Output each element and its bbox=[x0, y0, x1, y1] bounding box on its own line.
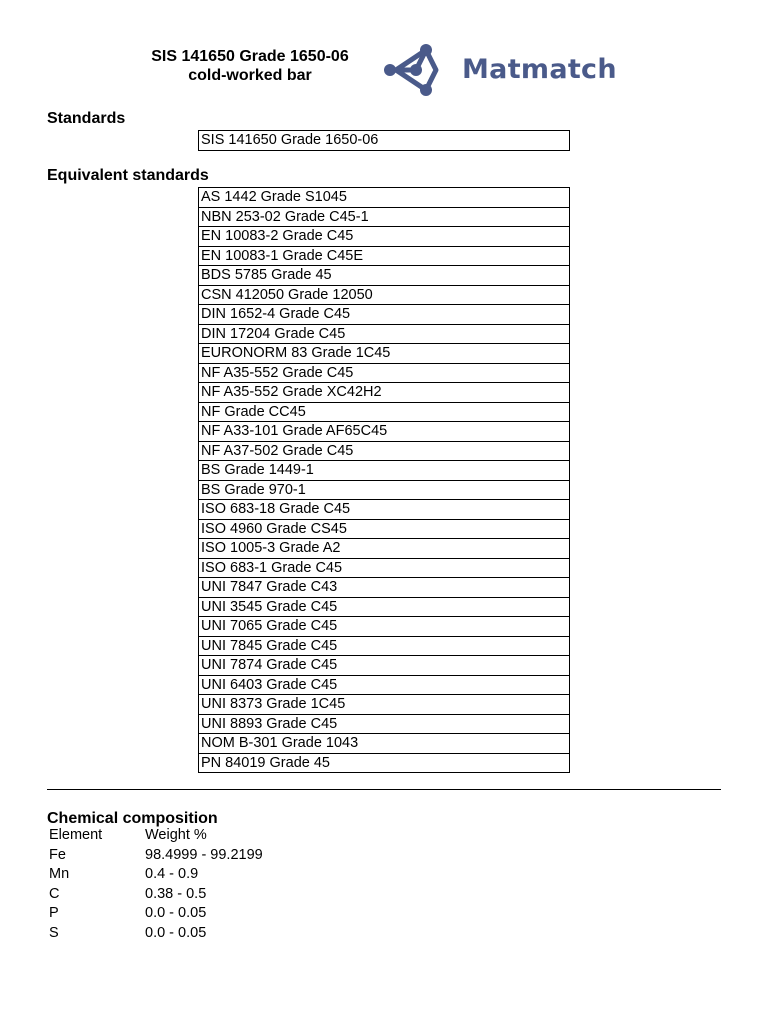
composition-row bbox=[47, 924, 263, 944]
table-row bbox=[199, 188, 570, 208]
table-row bbox=[199, 656, 570, 676]
composition-row bbox=[47, 885, 263, 905]
standard-cell: UNI 7845 Grade C45 bbox=[199, 636, 570, 656]
table-row bbox=[199, 246, 570, 266]
standard-cell: SIS 141650 Grade 1650-06 bbox=[199, 131, 570, 151]
title-line-1: SIS 141650 Grade 1650-06 bbox=[151, 48, 349, 65]
composition-row bbox=[47, 904, 263, 924]
table-row bbox=[199, 617, 570, 637]
element-cell: S bbox=[49, 924, 59, 941]
standard-cell: BS Grade 970-1 bbox=[199, 480, 570, 500]
standard-cell: NF Grade CC45 bbox=[199, 402, 570, 422]
table-row bbox=[199, 500, 570, 520]
table-row bbox=[199, 578, 570, 598]
standard-cell: DIN 1652-4 Grade C45 bbox=[199, 305, 570, 325]
table-row bbox=[199, 305, 570, 325]
section-divider bbox=[47, 789, 721, 790]
standard-cell: NBN 253-02 Grade C45-1 bbox=[199, 207, 570, 227]
table-row bbox=[199, 324, 570, 344]
element-cell: C bbox=[49, 885, 60, 902]
standard-cell: EURONORM 83 Grade 1C45 bbox=[199, 344, 570, 364]
standard-cell: DIN 17204 Grade C45 bbox=[199, 324, 570, 344]
standard-cell: BS Grade 1449-1 bbox=[199, 461, 570, 481]
standard-cell: BDS 5785 Grade 45 bbox=[199, 266, 570, 286]
title-line-2: cold-worked bar bbox=[188, 67, 312, 84]
weight-cell: 0.4 - 0.9 bbox=[145, 866, 199, 882]
table-row bbox=[199, 597, 570, 617]
weight-cell: 0.0 - 0.05 bbox=[145, 924, 207, 941]
table-row bbox=[199, 363, 570, 383]
table-row bbox=[199, 131, 570, 151]
table-row bbox=[199, 714, 570, 734]
standard-cell: ISO 683-18 Grade C45 bbox=[199, 500, 570, 520]
standard-cell: NF A35-552 Grade XC42H2 bbox=[199, 383, 570, 403]
standard-cell: AS 1442 Grade S1045 bbox=[199, 188, 570, 208]
standard-cell: CSN 412050 Grade 12050 bbox=[199, 285, 570, 305]
standard-cell: UNI 7065 Grade C45 bbox=[199, 617, 570, 637]
weight-cell: 0.0 - 0.05 bbox=[145, 905, 207, 921]
standards-heading: Standards bbox=[47, 110, 126, 127]
column-header-element: Element bbox=[49, 827, 103, 843]
standard-cell: UNI 8373 Grade 1C45 bbox=[199, 695, 570, 715]
table-row bbox=[199, 441, 570, 461]
table-row bbox=[199, 266, 570, 286]
chemical-composition-table-body bbox=[47, 826, 263, 943]
composition-row bbox=[47, 865, 263, 885]
equivalent-standards-heading: Equivalent standards bbox=[47, 167, 209, 184]
chemical-composition-table bbox=[47, 826, 263, 943]
table-row bbox=[199, 675, 570, 695]
table-row bbox=[199, 558, 570, 578]
composition-header-row bbox=[47, 826, 263, 846]
composition-row bbox=[47, 846, 263, 866]
table-row bbox=[199, 480, 570, 500]
standard-cell: NF A33-101 Grade AF65C45 bbox=[199, 422, 570, 442]
standard-cell: UNI 6403 Grade C45 bbox=[199, 675, 570, 695]
table-row bbox=[199, 539, 570, 559]
table-row bbox=[199, 753, 570, 773]
weight-cell: 98.4999 - 99.2199 bbox=[145, 846, 263, 863]
table-row bbox=[199, 207, 570, 227]
table-row bbox=[199, 422, 570, 442]
standard-cell: UNI 7847 Grade C43 bbox=[199, 578, 570, 598]
matmatch-logo bbox=[384, 42, 634, 100]
standard-cell: NOM B-301 Grade 1043 bbox=[199, 734, 570, 754]
element-cell: Mn bbox=[49, 866, 70, 882]
table-row bbox=[199, 227, 570, 247]
column-header-weight: Weight % bbox=[145, 827, 207, 843]
standard-cell: NF A35-552 Grade C45 bbox=[199, 363, 570, 383]
standard-cell: EN 10083-2 Grade C45 bbox=[199, 227, 570, 247]
standard-cell: ISO 1005-3 Grade A2 bbox=[199, 539, 570, 559]
table-row bbox=[199, 461, 570, 481]
chemical-composition-heading: Chemical composition bbox=[47, 810, 218, 827]
logo-wordmark: Matmatch bbox=[462, 54, 617, 85]
weight-cell: 0.38 - 0.5 bbox=[145, 885, 207, 902]
standard-cell: UNI 7874 Grade C45 bbox=[199, 656, 570, 676]
table-row bbox=[199, 519, 570, 539]
equivalent-standards-table-body bbox=[199, 188, 570, 773]
standard-cell: UNI 8893 Grade C45 bbox=[199, 714, 570, 734]
standard-cell: EN 10083-1 Grade C45E bbox=[199, 246, 570, 266]
standards-table bbox=[198, 130, 570, 151]
equivalent-standards-table bbox=[198, 187, 570, 773]
table-row bbox=[199, 344, 570, 364]
table-row bbox=[199, 734, 570, 754]
matmatch-logo-icon bbox=[384, 42, 444, 100]
table-row bbox=[199, 695, 570, 715]
table-row bbox=[199, 636, 570, 656]
standard-cell: PN 84019 Grade 45 bbox=[199, 753, 570, 773]
table-row bbox=[199, 402, 570, 422]
standard-cell: NF A37-502 Grade C45 bbox=[199, 441, 570, 461]
table-row bbox=[199, 383, 570, 403]
table-row bbox=[199, 285, 570, 305]
standard-cell: UNI 3545 Grade C45 bbox=[199, 597, 570, 617]
element-cell: Fe bbox=[49, 846, 66, 863]
element-cell: P bbox=[49, 905, 59, 921]
standard-cell: ISO 4960 Grade CS45 bbox=[199, 519, 570, 539]
standard-cell: ISO 683-1 Grade C45 bbox=[199, 558, 570, 578]
standards-table-body bbox=[199, 131, 570, 151]
document-title bbox=[120, 47, 380, 85]
